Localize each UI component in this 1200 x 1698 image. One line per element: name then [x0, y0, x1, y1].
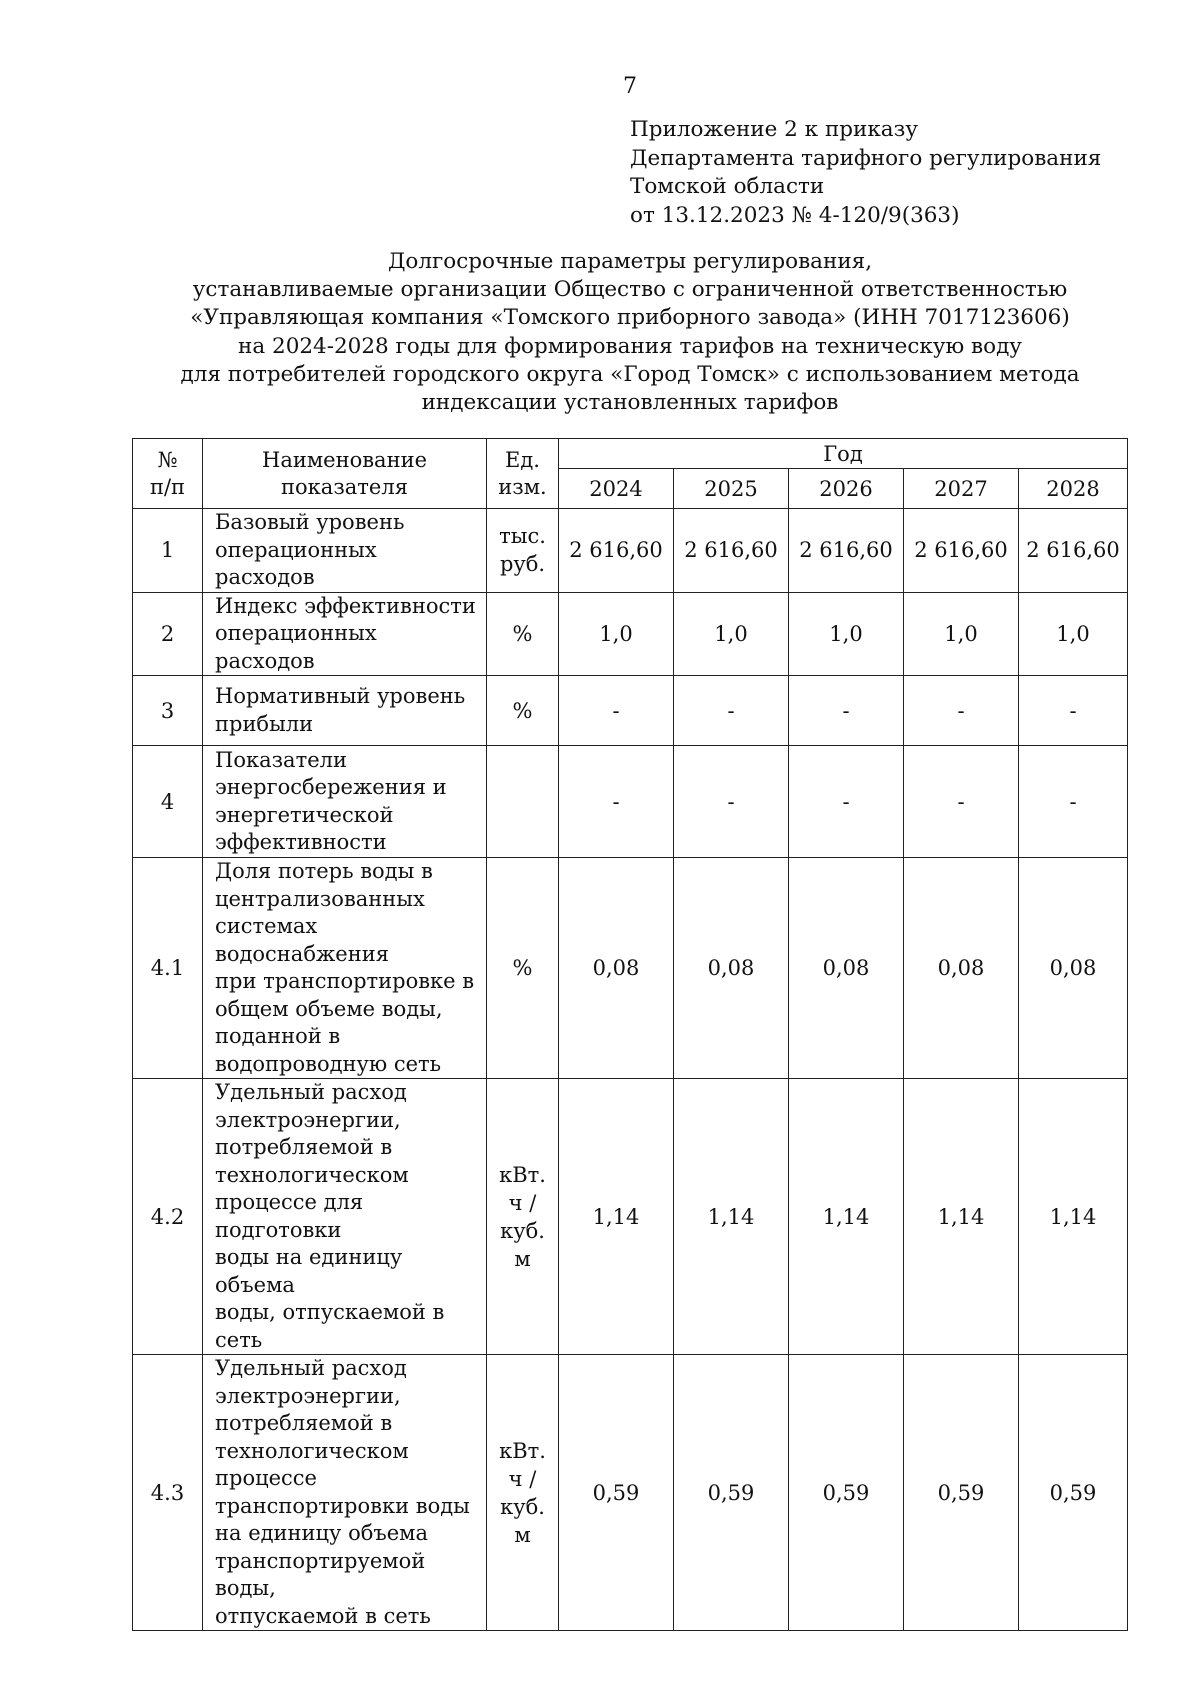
- year-value: 2 616,60: [904, 509, 1019, 593]
- appendix-line: Департамента тарифного регулирования: [630, 145, 1102, 171]
- unit-line: куб.: [500, 1494, 545, 1519]
- header-num-line: №: [157, 447, 178, 472]
- table-row: [133, 592, 1128, 676]
- unit-line: ч /: [508, 1466, 537, 1491]
- unit-line: кВт.: [499, 1438, 546, 1463]
- header-unit: [487, 439, 559, 509]
- indicator-name: [203, 1079, 487, 1355]
- indicator-name-line: водопроводную сеть: [215, 1051, 442, 1076]
- indicator-name-line: операционных расходов: [215, 537, 377, 589]
- year-value: 0,59: [559, 1355, 674, 1631]
- year-value: 1,14: [1019, 1079, 1128, 1355]
- indicator-name-line: потребляемой в: [215, 1411, 393, 1435]
- indicator-name-line: транспортировки воды: [215, 1493, 470, 1518]
- indicator-name-line: прибыли: [215, 711, 314, 736]
- appendix-line: Приложение 2 к приказу: [630, 117, 919, 142]
- year-value: 0,08: [559, 858, 674, 1079]
- year-value: 1,0: [559, 592, 674, 676]
- year-value: -: [789, 746, 904, 858]
- indicator-name-line: Удельный расход: [215, 1080, 407, 1104]
- unit: [487, 858, 559, 1079]
- indicator-name-line: технологическом: [215, 1438, 409, 1463]
- table-row: [133, 676, 1128, 746]
- header-year: 2025: [674, 469, 789, 509]
- parameters-table: [132, 438, 1128, 1631]
- unit-line: куб.: [500, 1218, 545, 1243]
- year-value: 0,08: [904, 858, 1019, 1079]
- indicator-name-line: воды на единицу объема: [215, 1245, 403, 1297]
- indicator-name-line: Доля потерь воды в: [215, 859, 433, 883]
- table-row: [133, 509, 1128, 593]
- appendix-line: Томской области: [630, 174, 825, 199]
- year-value: 0,08: [674, 858, 789, 1079]
- indicator-name-line: при транспортировке в: [215, 969, 475, 993]
- indicator-name: [203, 746, 487, 858]
- year-value: 1,14: [789, 1079, 904, 1355]
- row-number: 1: [133, 509, 203, 593]
- year-value: 1,14: [674, 1079, 789, 1355]
- row-number: 4.3: [133, 1355, 203, 1631]
- row-number: 3: [133, 676, 203, 746]
- indicator-name-line: электроэнергии,: [215, 1107, 401, 1132]
- row-number: 2: [133, 592, 203, 676]
- document-title: [130, 248, 1130, 417]
- indicator-name-line: Базовый уровень: [215, 510, 405, 534]
- indicator-name-line: Показатели: [215, 747, 347, 772]
- year-value: 0,59: [674, 1355, 789, 1631]
- indicator-name-line: потребляемой в: [215, 1135, 393, 1159]
- year-value: -: [559, 746, 674, 858]
- unit-line: м: [514, 1522, 531, 1547]
- header-year: 2028: [1019, 469, 1128, 509]
- unit-line: %: [512, 956, 533, 980]
- indicator-name: [203, 858, 487, 1079]
- header-unit-line: изм.: [498, 474, 547, 499]
- year-value: 1,14: [559, 1079, 674, 1355]
- year-value: 0,08: [1019, 858, 1128, 1079]
- header-num-line: п/п: [149, 474, 186, 499]
- year-value: 1,14: [904, 1079, 1019, 1355]
- indicator-name-line: Удельный расход: [215, 1356, 407, 1380]
- year-value: 2 616,60: [559, 509, 674, 593]
- year-value: -: [789, 676, 904, 746]
- year-value: -: [904, 746, 1019, 858]
- indicator-name-line: технологическом: [215, 1162, 409, 1187]
- unit: [487, 509, 559, 593]
- title-line: для потребителей городского округа «Город Томск» с использованием метода: [180, 361, 1080, 387]
- year-value: 2 616,60: [674, 509, 789, 593]
- year-value: -: [559, 676, 674, 746]
- title-line: на 2024-2028 годы для формирования тарифов на техническую воду: [238, 333, 1022, 359]
- unit: [487, 676, 559, 746]
- header-name-line: Наименование: [262, 447, 427, 472]
- indicator-name-line: на единицу объема: [215, 1521, 429, 1545]
- unit: [487, 746, 559, 858]
- year-value: 0,59: [789, 1355, 904, 1631]
- year-value: 1,0: [904, 592, 1019, 676]
- indicator-name-line: централизованных: [215, 886, 425, 911]
- unit-line: тыс.: [499, 524, 546, 549]
- table-row: [133, 1079, 1128, 1355]
- table-row: [133, 858, 1128, 1079]
- header-year: 2024: [559, 469, 674, 509]
- unit: [487, 592, 559, 676]
- indicator-name-line: энергосбережения и: [215, 775, 447, 799]
- unit-line: кВт.: [499, 1162, 546, 1187]
- year-value: 1,0: [674, 592, 789, 676]
- year-value: 0,08: [789, 858, 904, 1079]
- row-number: 4: [133, 746, 203, 858]
- indicator-name: [203, 592, 487, 676]
- indicator-name-line: энергетической: [215, 802, 394, 827]
- indicator-name-line: отпускаемой в сеть: [215, 1603, 431, 1628]
- year-value: 0,59: [904, 1355, 1019, 1631]
- header-name-line: показателя: [281, 474, 408, 499]
- year-value: -: [1019, 746, 1128, 858]
- unit-line: %: [512, 698, 533, 723]
- header-num: [133, 439, 203, 509]
- indicator-name-line: общем объеме воды,: [215, 996, 443, 1021]
- unit: [487, 1079, 559, 1355]
- indicator-name: [203, 509, 487, 593]
- header-year: 2026: [789, 469, 904, 509]
- indicator-name-line: Нормативный уровень: [215, 684, 466, 708]
- indicator-name-line: поданной в: [215, 1024, 341, 1048]
- indicator-name: [203, 1355, 487, 1631]
- page-number: 7: [623, 74, 637, 99]
- year-value: -: [674, 746, 789, 858]
- indicator-name-line: Индекс эффективности: [215, 593, 476, 618]
- header-year: 2027: [904, 469, 1019, 509]
- header-unit-line: Ед.: [505, 447, 540, 472]
- indicator-name: [203, 676, 487, 746]
- header-year-group: Год: [559, 439, 1128, 469]
- year-value: -: [904, 676, 1019, 746]
- title-line: Долгосрочные параметры регулирования,: [387, 249, 873, 274]
- title-line: индексации установленных тарифов: [421, 390, 839, 416]
- year-value: 2 616,60: [789, 509, 904, 593]
- appendix-line: от 13.12.2023 № 4-120/9(363): [630, 202, 960, 228]
- unit-line: м: [514, 1246, 531, 1271]
- row-number: 4.2: [133, 1079, 203, 1355]
- row-number: 4.1: [133, 858, 203, 1079]
- title-line: устанавливаемые организации Общество с ограниченной ответственностью: [192, 277, 1068, 303]
- year-value: 1,0: [789, 592, 904, 676]
- indicator-name-line: системах водоснабжения: [215, 914, 389, 966]
- indicator-name-line: воды, отпускаемой в: [215, 1300, 445, 1324]
- title-line: «Управляющая компания «Томского приборного завода» (ИНН 7017123606): [190, 305, 1070, 331]
- indicator-name-line: транспортируемой воды,: [215, 1548, 426, 1600]
- header-name: [203, 439, 487, 509]
- year-value: -: [1019, 676, 1128, 746]
- year-value: 2 616,60: [1019, 509, 1128, 593]
- indicator-name-line: процессе: [215, 1466, 317, 1490]
- indicator-name-line: эффективности: [215, 830, 387, 854]
- year-value: 1,0: [1019, 592, 1128, 676]
- year-value: 0,59: [1019, 1355, 1128, 1631]
- indicator-name-line: электроэнергии,: [215, 1383, 401, 1408]
- unit: [487, 1355, 559, 1631]
- appendix-note: [630, 116, 1101, 230]
- year-value: -: [674, 676, 789, 746]
- indicator-name-line: процессе для подготовки: [215, 1190, 364, 1242]
- unit-line: %: [512, 621, 533, 646]
- unit-line: руб.: [499, 552, 546, 577]
- table-row: [133, 746, 1128, 858]
- indicator-name-line: сеть: [215, 1327, 263, 1352]
- table-row: [133, 1355, 1128, 1631]
- indicator-name-line: операционных расходов: [215, 621, 377, 673]
- unit-line: ч /: [508, 1190, 537, 1215]
